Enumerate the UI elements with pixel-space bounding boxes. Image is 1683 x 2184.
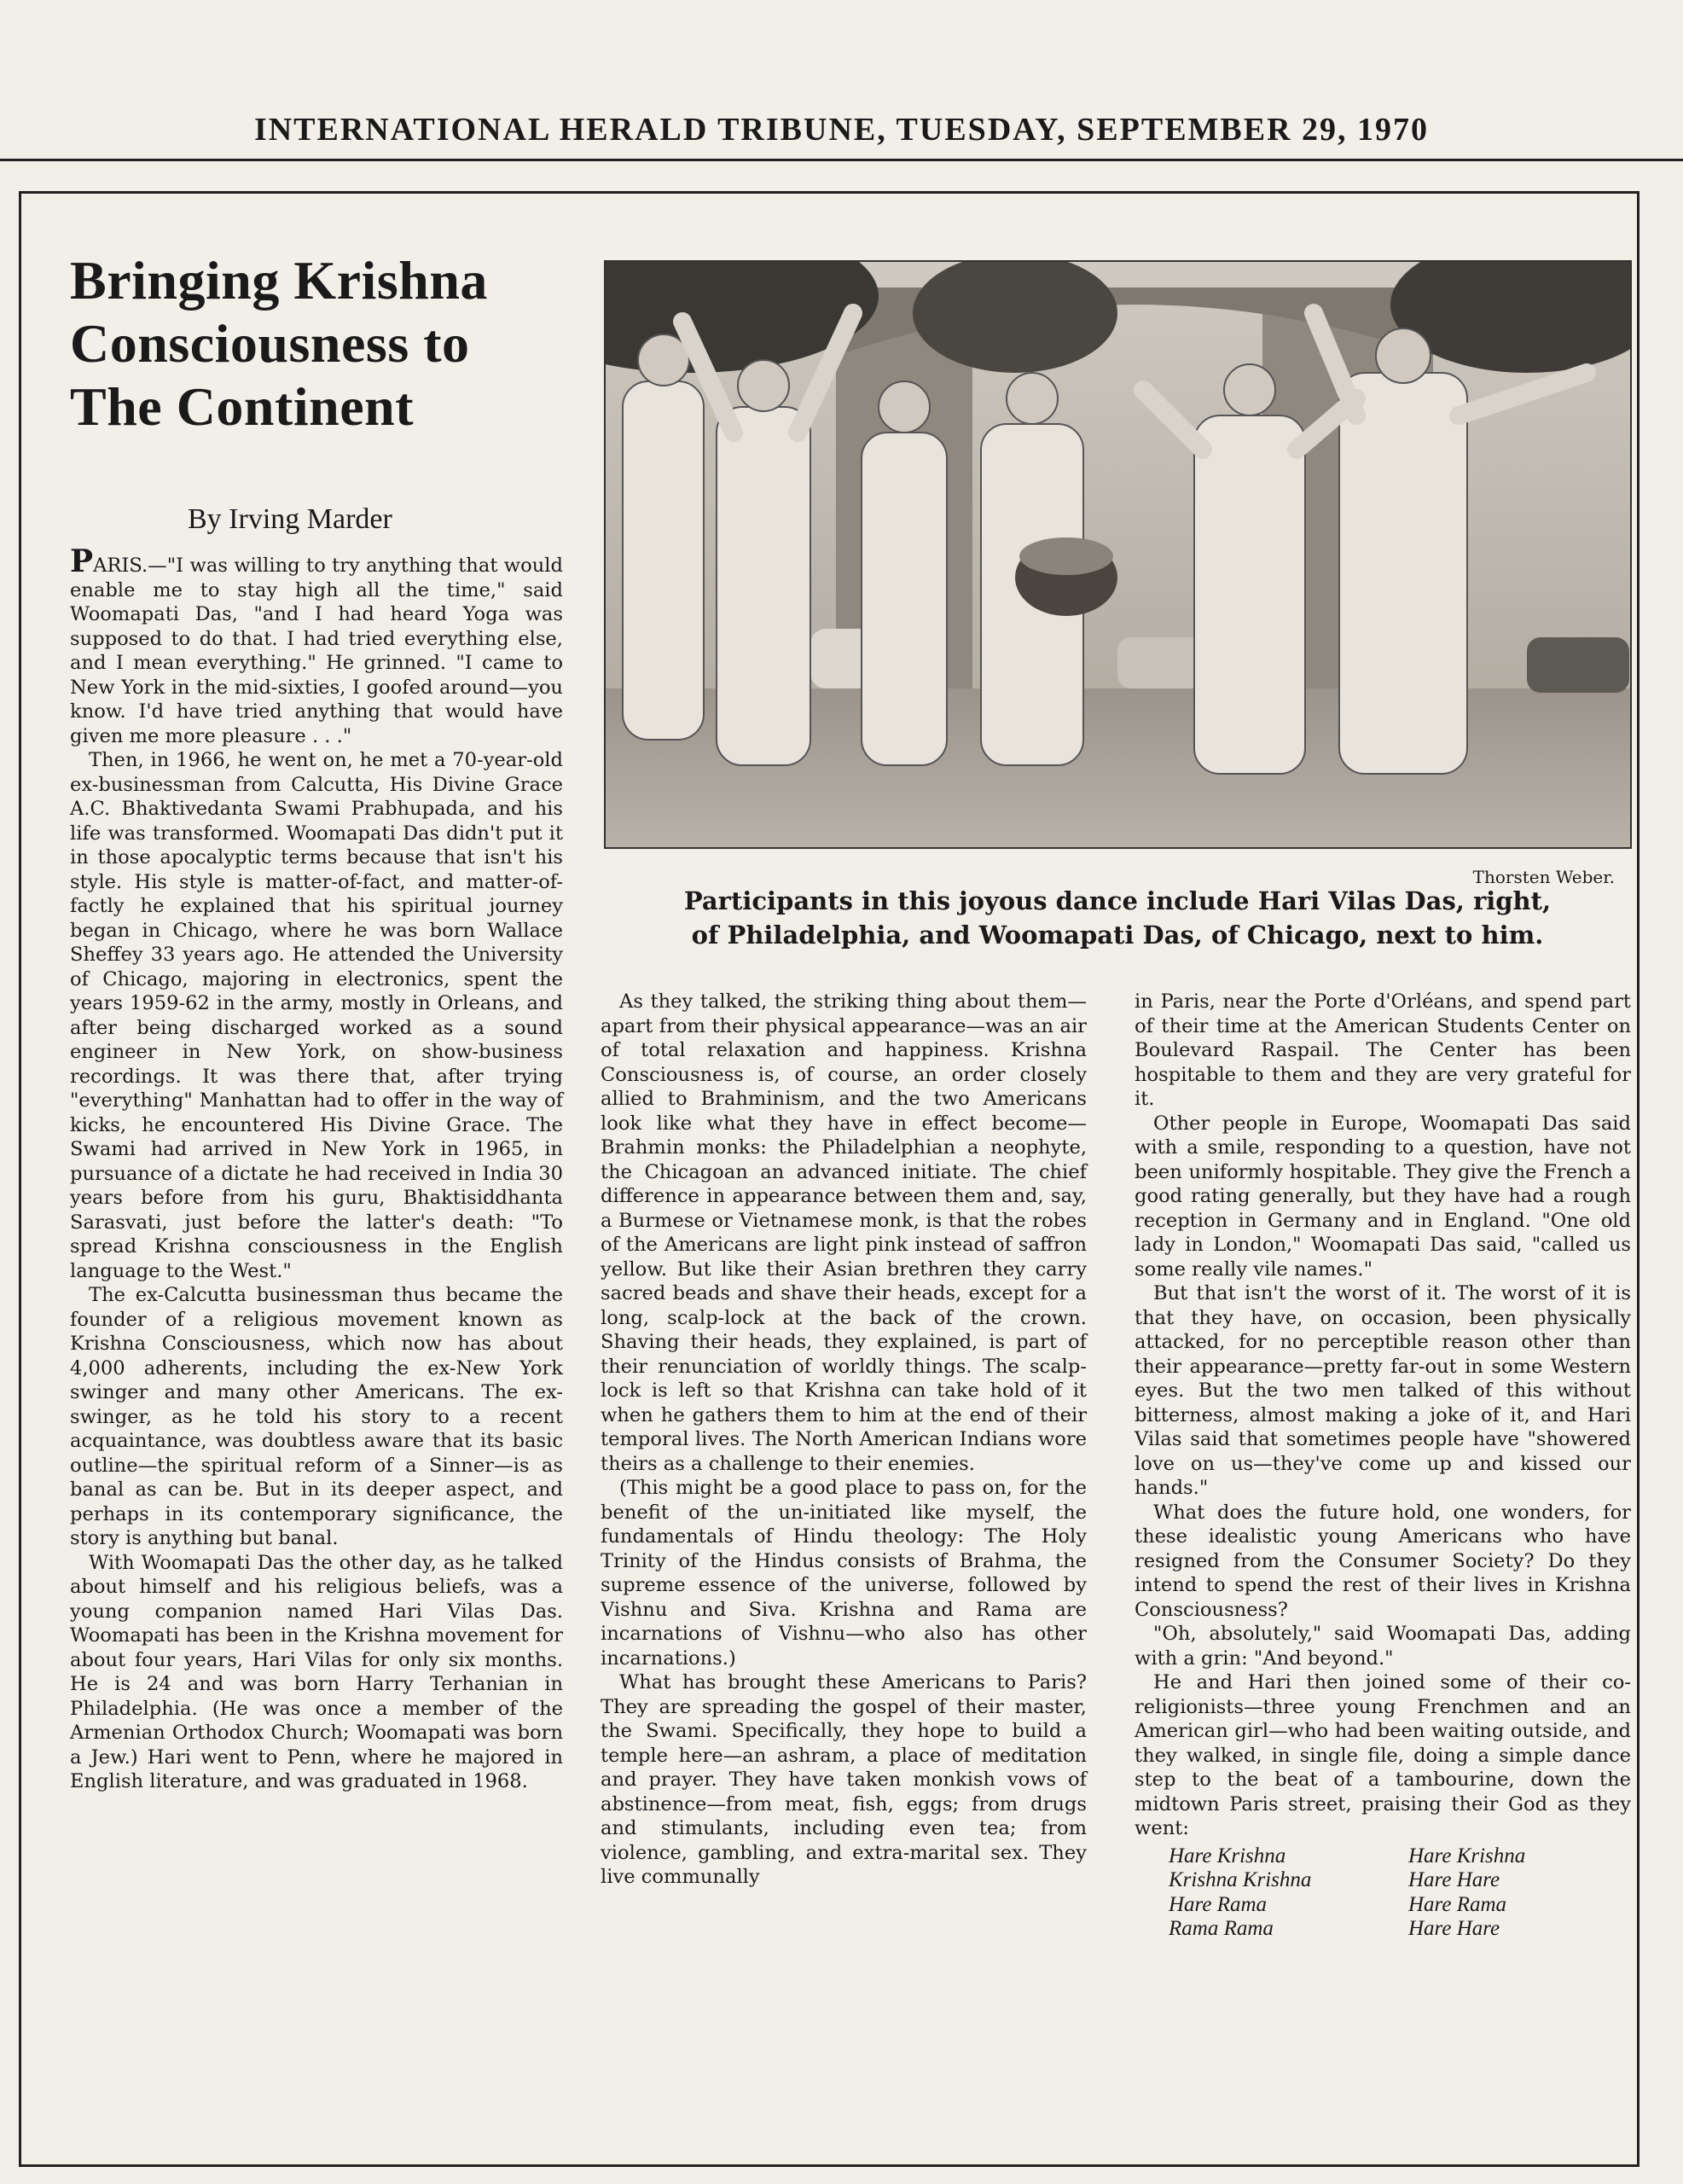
chant-line: Hare Rama [1408,1892,1507,1916]
headline-line-3: The Continent [70,376,414,437]
article-column-3 [1135,990,1631,1942]
byline: By Irving Marder [188,503,392,535]
headline [70,249,582,439]
chant-line: Hare Krishna [1169,1844,1286,1867]
headline-line-1: Bringing Krishna [70,250,488,311]
chant-line: Hare Krishna [1408,1844,1526,1867]
masthead: INTERNATIONAL HERALD TRIBUNE, TUESDAY, SEPTEMBER 29, 1970 [253,112,1430,148]
article-column-2 [601,990,1087,1890]
headline-line-2: Consciousness to [70,313,470,374]
paragraph-text: ARIS.—"I was willing to try anything that would enable me to stay high all the time," said Woomapati Das, "and I had heard Yoga was supposed to do that. I had tried everything else, and I mean everything." He grinned. "I came to New York in the mid-sixties, I goofed around—you know. I'd have tried anything that would have given me more pleasure . . ." [70,555,563,747]
paragraph: (This might be a good place to pass on, for the benefit of the un-initiated like myself, the fundamentals of Hindu theology: The Holy Trinity of the Hindus consists of Brahma, the supreme essence of the universe, followed by Vishnu and Siva. Krishna and Rama are incarnations of Vishnu—who also has other incarnations.) [601,1477,1087,1670]
chant-line: Hare Hare [1408,1917,1500,1940]
masthead-rule [0,159,1683,161]
paragraph: Other people in Europe, Woomapati Das said with a smile, responding to a question, have not been uniformly hospitable. They give the French a good rating generally, but they have had a rough reception in Germany and in England. "One old lady in London," Woomapati Das said, "called us some really vile names." [1135,1112,1631,1281]
paragraph: "Oh, absolutely," said Woomapati Das, adding with a grin: "And beyond." [1135,1623,1631,1670]
paragraph [70,543,563,748]
photo-caption [614,884,1621,952]
photo [604,260,1632,849]
paragraph: What has brought these Americans to Paris? They are spreading the gospel of their master, the Swami. Specifically, they hope to build a temple here—an ashram, a place of meditation and prayer. They have taken monkish vows of abstinence—from meat, fish, eggs; from drugs and stimulants, including even tea; from violence, gambling, and extra-marital sex. They live communally [601,1671,1087,1888]
paragraph: What does the future hold, one wonders, for these idealistic young Americans who have resigned from the Consumer Society? Do they intend to spend the rest of their lives in Krishna Consciousness? [1135,1501,1631,1621]
chant-line: Rama Rama [1169,1917,1274,1940]
paragraph: As they talked, the striking thing about them—apart from their physical appearance—was an air of total relaxation and happiness. Krishna Consciousness is, of course, an order closely allied to Brahminism, and the two Americans look like what they have in effect become—Brahmin monks: the Philadelphian a neophyte, the Chicagoan an advanced initiate. The chief difference in appearance between them and, say, a Burmese or Vietnamese monk, is that the robes of the Americans are light pink instead of saffron yellow. But like their Asian brethren they carry sacred beads and shave their heads, except for a long, scalp-lock at the back of the crown. Shaving their heads, they explained, is part of their renunciation of worldly things. The scalp-lock is left so that Krishna can take hold of it when he gathers them to him at the end of their temporal lives. The North American Indians wore theirs as a challenge to their enemies. [601,990,1087,1475]
chant-line: Hare Rama [1169,1892,1268,1916]
article-column-1 [70,543,563,1794]
caption-line-1: Participants in this joyous dance include Hari Vilas Das, right, [683,886,1552,915]
chant-line: Krishna Krishna [1169,1868,1312,1891]
paragraph: in Paris, near the Porte d'Orléans, and spend part of their time at the American Students Center on Boulevard Raspail. The Center has been hospitable to them and they are very grateful for it. [1135,990,1631,1110]
dancers-photo-illustration [606,262,1630,847]
chant-verse [1169,1844,1631,1942]
paragraph: But that isn't the worst of it. The worst of it is that they have, on occasion, been physically attacked, for no perceptible reason other than their appearance—pretty far-out in some Western eyes. But the two men talked of this without bitterness, almost making a joke of it, and Hari Vilas said that sometimes people have "showered love on us—they've come up and kissed our hands." [1135,1282,1631,1499]
paragraph: Then, in 1966, he went on, he met a 70-year-old ex-businessman from Calcutta, His Divine Grace A.C. Bhaktivedanta Swami Prabhupada, and his life was transformed. Woomapati Das didn't put it in those apocalyptic terms because that isn't his style. His style is matter-of-fact, and matter-of-factly he explained that his spiritual journey began in Chicago, where he was born Wallace Sheffey 33 years ago. He attended the University of Chicago, majoring in electronics, spent the years 1959-62 in the army, mostly in Orleans, and after being discharged worked as a sound engineer in New York, on show-business recordings. It was there that, after trying "everything" Manhattan had to offer in the way of kicks, he encountered His Divine Grace. The Swami had arrived in New York in 1965, in pursuance of a dictate he had received in India 30 years before from his guru, Bhaktisiddhanta Sarasvati, just before the latter's death: "To spread Krishna consciousness in the English language to the West." [70,749,563,1282]
drop-cap: P [70,543,94,579]
paragraph: He and Hari then joined some of their co-religionists—three young Frenchmen and an American girl—who had been waiting outside, and they walked, in single file, doing a simple dance step to the beat of a tambourine, down the midtown Paris street, praising their God as they went: [1135,1671,1631,1839]
caption-line-2: of Philadelphia, and Woomapati Das, of Chicago, next to him. [691,921,1544,950]
paragraph: The ex-Calcutta businessman thus became the founder of a religious movement known as Krishna Consciousness, which now has about 4,000 adherents, including the ex-New York swinger and many other Americans. The ex-swinger, as he told his story to a recent acquaintance, was doubtless aware that its basic outline—the spiritual reform of a Sinner—is as banal as can be. But in its deeper aspect, and perhaps in its contemporary significance, the story is anything but banal. [70,1284,563,1549]
paragraph: With Woomapati Das the other day, as he talked about himself and his religious beliefs, was a young companion named Hari Vilas Das. Woomapati has been in the Krishna movement for about four years, Hari Vilas for only six months. He is 24 and was born Harry Terhanian in Philadelphia. (He was once a member of the Armenian Orthodox Church; Woomapati was born a Jew.) Hari went to Penn, where he majored in English literature, and was graduated in 1968. [70,1551,563,1792]
photo-credit: Thorsten Weber. [1472,867,1615,887]
chant-line: Hare Hare [1408,1868,1500,1891]
